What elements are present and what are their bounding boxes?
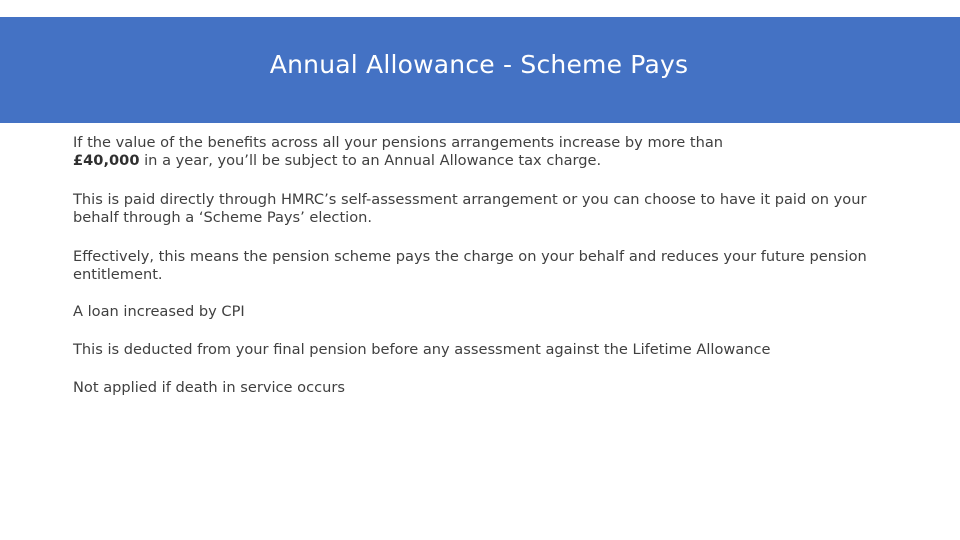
slide-body (73, 134, 873, 417)
paragraph-death-in-service: Not applied if death in service occurs (73, 379, 345, 396)
paragraph-lifetime-allowance: This is deducted from your final pension before any assessment against the Lifetime Allowance (73, 341, 771, 358)
paragraph-scheme-pays-effect: Effectively, this means the pension scheme pays the charge on your behalf and reduces your future pension entitlement. (73, 248, 867, 283)
paragraph-loan-cpi: A loan increased by CPI (73, 303, 245, 320)
paragraph-text: If the value of the benefits across all your pensions arrangements increase by more than (73, 134, 724, 151)
threshold-amount: £40,000 (73, 152, 140, 169)
paragraph-text: in a year, you’ll be subject to an Annual Allowance tax charge. (139, 152, 602, 169)
paragraph-annual-allowance-threshold (73, 134, 873, 170)
title-bar (0, 17, 960, 123)
paragraph-payment-method: This is paid directly through HMRC’s self-assessment arrangement or you can choose to have it paid on your behalf through a ‘Scheme Pays’ election. (73, 191, 867, 226)
slide-title: Annual Allowance - Scheme Pays (269, 49, 689, 79)
